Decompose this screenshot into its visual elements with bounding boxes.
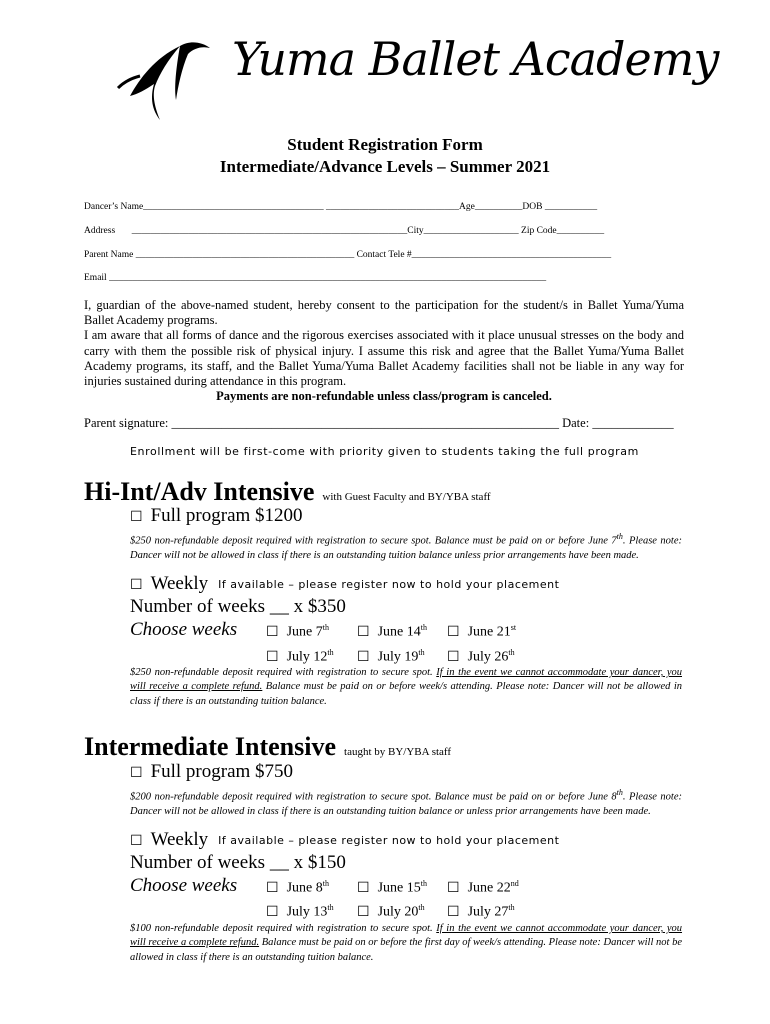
hi-int-full-program-option[interactable]	[130, 505, 303, 527]
payments-note: Payments are non-refundable unless class/program is canceled.	[216, 389, 552, 404]
contact-label: Contact Tele #	[356, 250, 412, 260]
intermediate-full-note	[130, 786, 682, 819]
dancer-name-label: Dancer’s Name	[84, 202, 144, 212]
week-label: July 27	[467, 904, 509, 920]
hi-int-full-note-b: . Please note: Dancer will not be allowed in class if there is an outstanding tuition balance unless prior arrangements have been made.	[130, 535, 682, 561]
form-subtitle: Intermediate/Advance Levels – Summer 2021	[219, 157, 551, 176]
intermediate-week-option[interactable]: ☐ June 8th	[266, 879, 329, 896]
intermediate-weekly-note-b: Balance must be paid on or before the first day of week/s attending. Please note: Dancer will not be allowed in class if there is an outstanding tuition balance.	[130, 937, 683, 963]
week-label: July 26	[467, 649, 509, 665]
week-sup: th	[420, 623, 427, 632]
hi-int-weekly-note: If available – please register now to hold your placement	[218, 578, 560, 592]
intermediate-subtitle: taught by BY/YBA staff	[344, 746, 452, 758]
intermediate-weekly-option[interactable]	[130, 829, 559, 851]
hi-int-week-option[interactable]: ☐ June 14th	[357, 623, 427, 640]
week-label: June 21	[467, 624, 511, 640]
address-label: Address	[84, 226, 116, 236]
intermediate-weekly-deposit-note	[130, 922, 682, 965]
city-label: City	[407, 226, 424, 236]
intermediate-week-option[interactable]: ☐ June 22nd	[447, 879, 519, 896]
week-sup: th	[322, 623, 329, 632]
hi-int-full-note	[130, 530, 682, 563]
hi-int-week-option[interactable]: ☐ June 7th	[266, 623, 329, 640]
week-sup: th	[327, 648, 334, 657]
week-sup: th	[418, 903, 425, 912]
week-sup: st	[510, 623, 517, 632]
hi-int-full-note-a: $250 non-refundable deposit required with registration to secure spot. Balance must be paid on or before June 7	[130, 535, 617, 547]
intermediate-full-note-sup: th	[616, 788, 623, 797]
form-title: Student Registration Form	[287, 135, 483, 154]
intermediate-full-note-b: . Please note: Dancer will not be allowed in class if there is an outstanding tuition balance or unless prior arrangements have been made.	[130, 791, 682, 817]
zip-label: Zip Code	[521, 226, 557, 236]
week-label: July 13	[286, 904, 328, 920]
signature-row[interactable]: Parent signature: ______________________________________________________________ Date: _____________	[84, 416, 674, 430]
hi-int-heading	[84, 477, 491, 507]
parent-row[interactable]: Parent Name ______________________________________________ Contact Tele #__________________________________________	[84, 250, 612, 260]
intermediate-weekly-note: If available – please register now to hold your placement	[218, 834, 560, 848]
week-label: June 22	[467, 880, 511, 896]
signature-label: Parent signature:	[84, 416, 169, 430]
week-label: July 19	[377, 649, 419, 665]
consent-para-1: I, guardian of the above-named student, hereby consent to the participation for the student/s in Ballet Yuma/Yuma Ballet Academy programs.	[84, 298, 684, 328]
parent-name-label: Parent Name	[84, 250, 134, 260]
hi-int-full-program-label: Full program $1200	[150, 505, 303, 526]
intermediate-title: Intermediate Intensive	[84, 732, 337, 761]
checkbox[interactable]: ☐	[130, 578, 143, 593]
hi-int-week-option[interactable]: ☐ July 26th	[447, 648, 515, 665]
week-sup: nd	[510, 879, 519, 888]
hi-int-week-option[interactable]: ☐ July 19th	[357, 648, 425, 665]
hi-int-refund-note: If in the event we cannot accommodate your dancer, you will receive a complete refund.	[130, 667, 683, 693]
week-sup: th	[508, 903, 515, 912]
intermediate-full-program-label: Full program $750	[150, 761, 294, 782]
email-row[interactable]: Email ____________________________________________________________________________________________	[84, 273, 547, 283]
week-label: July 12	[286, 649, 328, 665]
checkbox[interactable]: ☐	[130, 834, 143, 849]
checkbox[interactable]: ☐	[130, 766, 143, 781]
intermediate-week-option[interactable]: ☐ June 15th	[357, 879, 427, 896]
hi-int-weekly-note-b: Balance must be paid on or before week/s attending. Please note: Dancer will not be allowed in class if there is an outstanding tuition balance.	[130, 681, 683, 707]
intermediate-weekly-label: Weekly	[150, 829, 209, 850]
intermediate-week-option[interactable]: ☐ July 20th	[357, 903, 425, 920]
academy-name-logo: Yuma Ballet Academy	[232, 32, 719, 86]
enrollment-note: Enrollment will be first-come with priority given to students taking the full program	[130, 445, 639, 458]
intermediate-number-weeks[interactable]: Number of weeks __ x $150	[130, 852, 346, 873]
address-row[interactable]: Address __________________________________________________________City____________________ Zip Code__________	[84, 226, 605, 236]
hi-int-weekly-label: Weekly	[150, 573, 209, 594]
hi-int-weekly-deposit-note	[130, 666, 682, 709]
week-sup: th	[322, 879, 329, 888]
week-sup: th	[418, 648, 425, 657]
hi-int-weekly-note-a: $250 non-refundable deposit required with registration to secure spot.	[130, 667, 433, 678]
dob-label: DOB	[522, 202, 543, 212]
week-label: July 20	[377, 904, 419, 920]
hi-int-number-weeks[interactable]: Number of weeks __ x $350	[130, 596, 346, 617]
hi-int-week-option[interactable]: ☐ July 12th	[266, 648, 334, 665]
intermediate-refund-note: If in the event we cannot accommodate your dancer, you will receive a complete refund.	[130, 923, 683, 949]
intermediate-week-option[interactable]: ☐ July 13th	[266, 903, 334, 920]
checkbox[interactable]: ☐	[130, 510, 143, 525]
age-label: Age	[459, 202, 475, 212]
consent-text	[84, 298, 684, 404]
hi-int-subtitle: with Guest Faculty and BY/YBA staff	[322, 491, 491, 503]
week-sup: th	[327, 903, 334, 912]
hi-int-choose-weeks: Choose weeks	[130, 619, 238, 640]
intermediate-weekly-note-a: $100 non-refundable deposit required with registration to secure spot.	[130, 923, 433, 934]
email-label: Email	[84, 273, 107, 283]
week-sup: th	[508, 648, 515, 657]
intermediate-heading	[84, 732, 451, 762]
hi-int-week-option[interactable]: ☐ June 21st	[447, 623, 517, 640]
dancer-name-row[interactable]: Dancer’s Name______________________________________ ____________________________Age__________DOB ___________	[84, 202, 598, 212]
consent-para-2: I am aware that all forms of dance and the rigorous exercises associated with it place unusual stresses on the body and carry with them the possible risk of physical injury. I assume this risk and agree that the Ballet Yuma/Yuma Ballet Academy programs, its staff, and the Ballet Yuma/Yuma Ballet Academy facilities shall not be liable in any way for injuries sustained during attendance in this program.	[84, 328, 684, 389]
hi-int-full-note-sup: th	[616, 532, 623, 541]
date-label: Date:	[562, 416, 590, 430]
intermediate-full-note-a: $200 non-refundable deposit required with registration to secure spot. Balance must be paid on or before June 8	[130, 791, 617, 803]
week-sup: th	[420, 879, 427, 888]
hi-int-title: Hi-Int/Adv Intensive	[84, 477, 315, 506]
week-label: June 14	[377, 624, 421, 640]
intermediate-choose-weeks: Choose weeks	[130, 875, 238, 896]
logo-dancer-graphic	[110, 38, 220, 128]
week-label: June 15	[377, 880, 421, 896]
week-label: June 7	[286, 624, 323, 640]
week-label: June 8	[286, 880, 323, 896]
intermediate-full-program-option[interactable]	[130, 761, 293, 783]
hi-int-weekly-option[interactable]	[130, 573, 559, 595]
intermediate-week-option[interactable]: ☐ July 27th	[447, 903, 515, 920]
